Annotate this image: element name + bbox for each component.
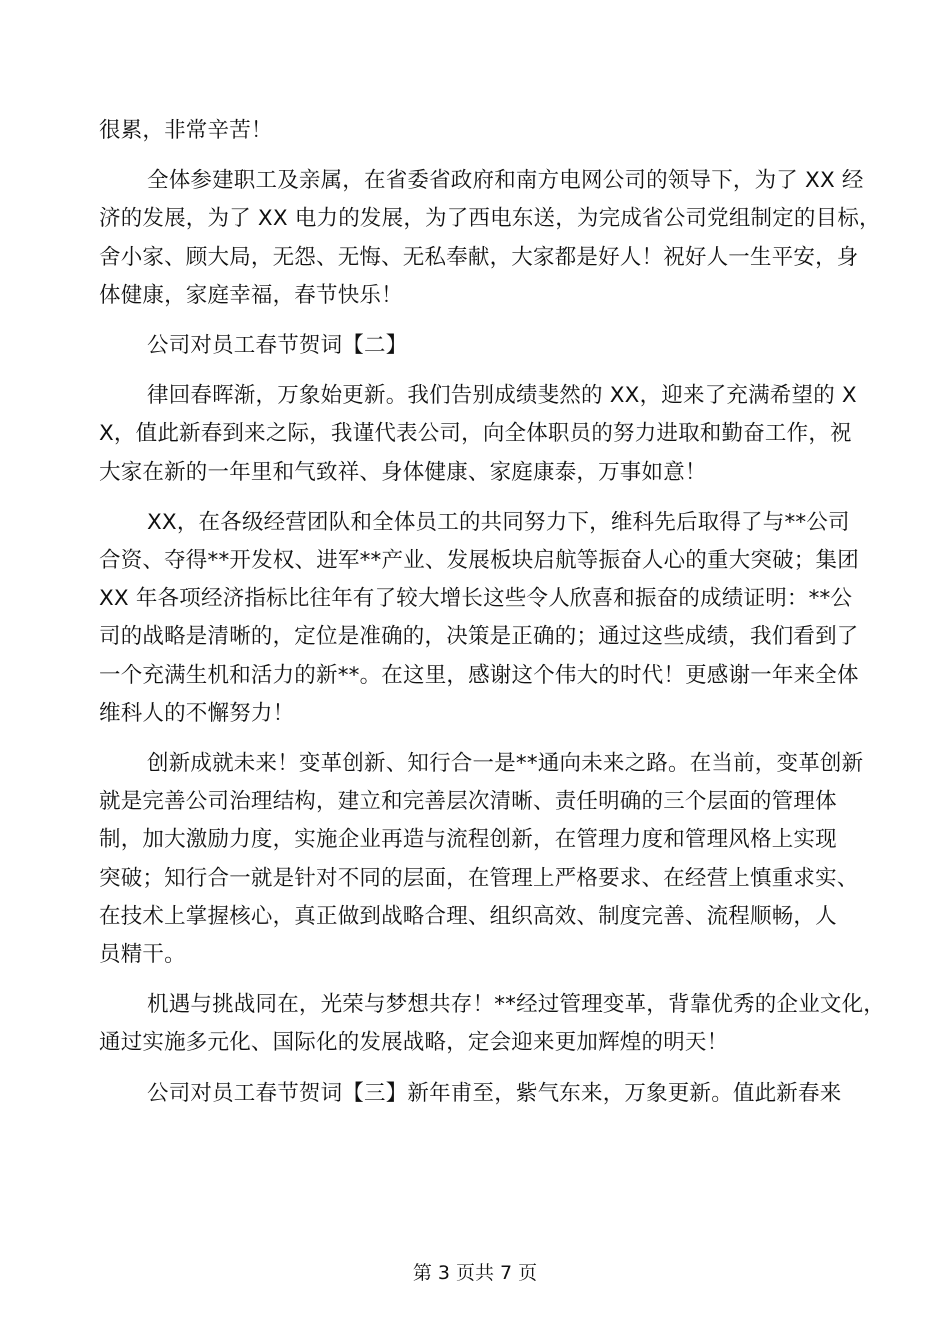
text-line: 公司对员工春节贺词【三】新年甫至，紫气东来，万象更新。值此新春来 (147, 1080, 842, 1106)
text-line: 员精干。 (99, 942, 186, 968)
paragraph (99, 162, 881, 315)
paragraph (99, 112, 859, 150)
paragraph (99, 986, 886, 1062)
text-line: 律回春晖渐，万象始更新。我们告别成绩斐然的 XX，迎来了充满希望的 X (147, 383, 857, 409)
text-line: 合资、夺得**开发权、进军**产业、发展板块启航等振奋人心的重大突破；集团 (99, 548, 859, 574)
text-line: 体健康，家庭幸福，春节快乐！ (99, 282, 403, 308)
text-line: 制，加大激励力度，实施企业再造与流程创新，在管理力度和管理风格上实现 (99, 827, 837, 853)
paragraph (99, 504, 859, 733)
section-heading (99, 327, 859, 365)
paragraph (99, 377, 859, 492)
text-line: XX，在各级经营团队和全体员工的共同努力下，维科先后取得了与**公司 (147, 509, 850, 535)
document-body (99, 112, 886, 1113)
text-line: 在技术上掌握核心，真正做到战略合理、组织高效、制度完善、流程顺畅，人 (99, 903, 837, 929)
text-line: 机遇与挑战同在，光荣与梦想共存！**经过管理变革，背靠优秀的企业文化， (147, 992, 886, 1018)
text-line: 司的战略是清晰的，定位是准确的，决策是正确的；通过这些成绩，我们看到了 (99, 624, 859, 650)
text-line: 全体参建职工及亲属，在省委省政府和南方电网公司的领导下，为了 XX 经 (147, 168, 864, 194)
text-line: 通过实施多元化、国际化的发展战略，定会迎来更加辉煌的明天！ (99, 1030, 729, 1056)
text-line: 济的发展，为了 XX 电力的发展，为了西电东送，为完成省公司党组制定的目标， (99, 206, 881, 232)
text-line: 维科人的不懈努力！ (99, 700, 295, 726)
text-line: 公司对员工春节贺词【二】 (147, 333, 408, 359)
text-line: 很累，非常辛苦！ (99, 118, 273, 143)
paragraph (99, 1075, 859, 1113)
paragraph (99, 745, 864, 974)
text-line: 一个充满生机和活力的新**。在这里，感谢这个伟大的时代！更感谢一年来全体 (99, 662, 859, 688)
text-line: 突破；知行合一就是针对不同的层面，在管理上严格要求、在经营上慎重求实、 (99, 865, 859, 891)
text-line: 舍小家、顾大局，无怨、无悔、无私奉献，大家都是好人！祝好人一生平安，身 (99, 244, 859, 270)
text-line: 大家在新的一年里和气致祥、身体健康、家庭康泰，万事如意！ (99, 459, 707, 485)
text-line: 创新成就未来！变革创新、知行合一是**通向未来之路。在当前，变革创新 (147, 751, 864, 777)
page-number-footer: 第 3 页共 7 页 (412, 1262, 538, 1284)
text-line: X，值此新春到来之际，我谨代表公司，向全体职员的努力进取和勤奋工作，祝 (99, 421, 852, 447)
text-line: XX 年各项经济指标比往年有了较大增长这些令人欣喜和振奋的成绩证明：**公 (99, 586, 853, 612)
text-line: 就是完善公司治理结构，建立和完善层次清晰、责任明确的三个层面的管理体 (99, 789, 837, 815)
